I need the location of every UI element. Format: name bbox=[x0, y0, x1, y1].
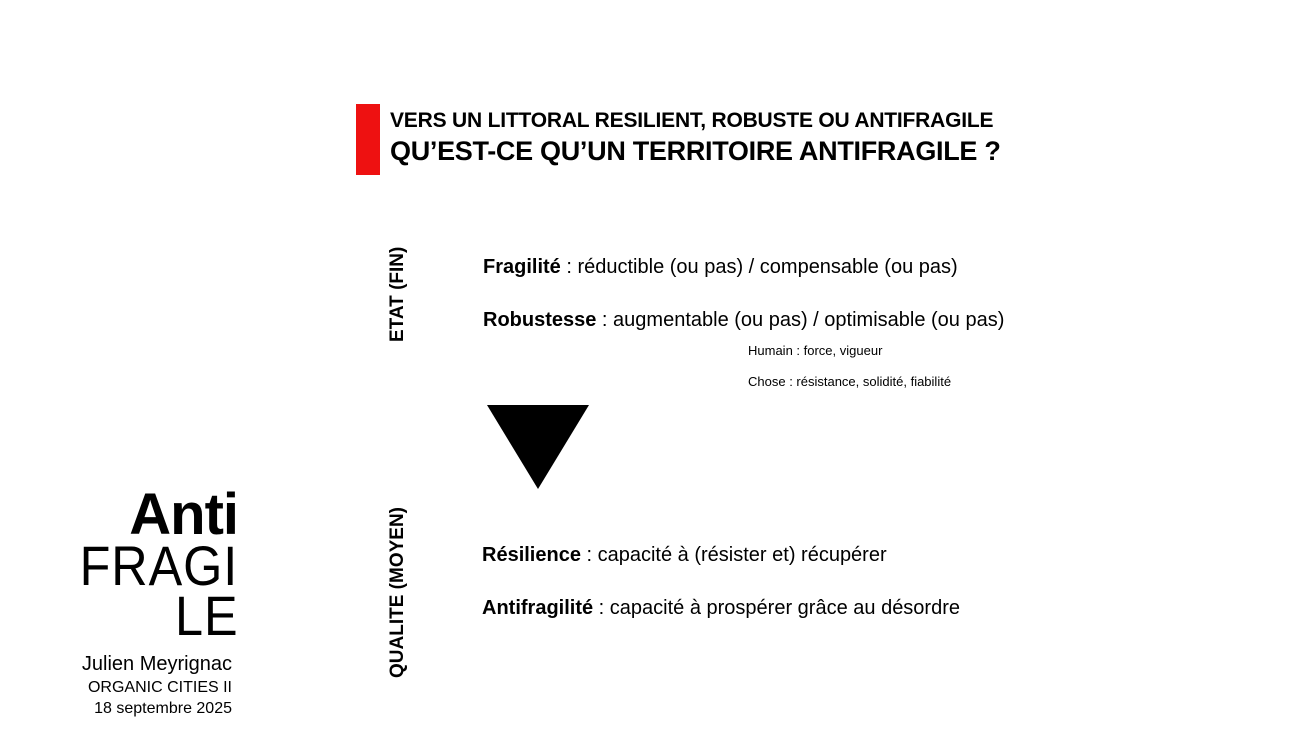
axis-label-quality: QUALITE (MOYEN) bbox=[387, 507, 408, 678]
logo-fragi: FRAGI bbox=[79, 534, 238, 597]
author-series: ORGANIC CITIES II bbox=[87, 679, 232, 696]
slide-kicker: VERS UN LITTORAL RESILIENT, ROBUSTE OU ANTIFRAGILE bbox=[390, 109, 994, 132]
definition-robustesse bbox=[483, 309, 1004, 332]
term-resilience: Résilience bbox=[482, 544, 581, 566]
slide-title: QU’EST-CE QU’UN TERRITOIRE ANTIFRAGILE ? bbox=[390, 136, 1001, 166]
term-antifragilite: Antifragilité bbox=[482, 597, 594, 619]
author-name: Julien Meyrignac bbox=[81, 653, 232, 675]
note-humain: Humain : force, vigueur bbox=[748, 343, 883, 358]
text-antifragilite: : capacité à prospérer grâce au désordre bbox=[593, 597, 960, 619]
logo-le: LE bbox=[174, 584, 238, 647]
note-chose: Chose : résistance, solidité, fiabilité bbox=[748, 374, 952, 389]
definition-antifragilite bbox=[482, 597, 960, 620]
down-triangle-icon bbox=[487, 405, 589, 489]
title-accent-bar bbox=[356, 104, 380, 175]
text-fragilite: : réductible (ou pas) / compensable (ou pas) bbox=[560, 256, 958, 278]
term-fragilite: Fragilité bbox=[483, 256, 561, 278]
definition-fragilite bbox=[483, 256, 958, 279]
text-robustesse: : augmentable (ou pas) / optimisable (ou pas) bbox=[596, 309, 1005, 331]
author-date: 18 septembre 2025 bbox=[94, 700, 232, 717]
logo-anti: Anti bbox=[129, 482, 238, 547]
text-resilience: : capacité à (résister et) récupérer bbox=[580, 544, 887, 566]
definition-resilience bbox=[482, 544, 887, 567]
term-robustesse: Robustesse bbox=[483, 309, 597, 331]
axis-label-state: ETAT (FIN) bbox=[387, 246, 408, 342]
